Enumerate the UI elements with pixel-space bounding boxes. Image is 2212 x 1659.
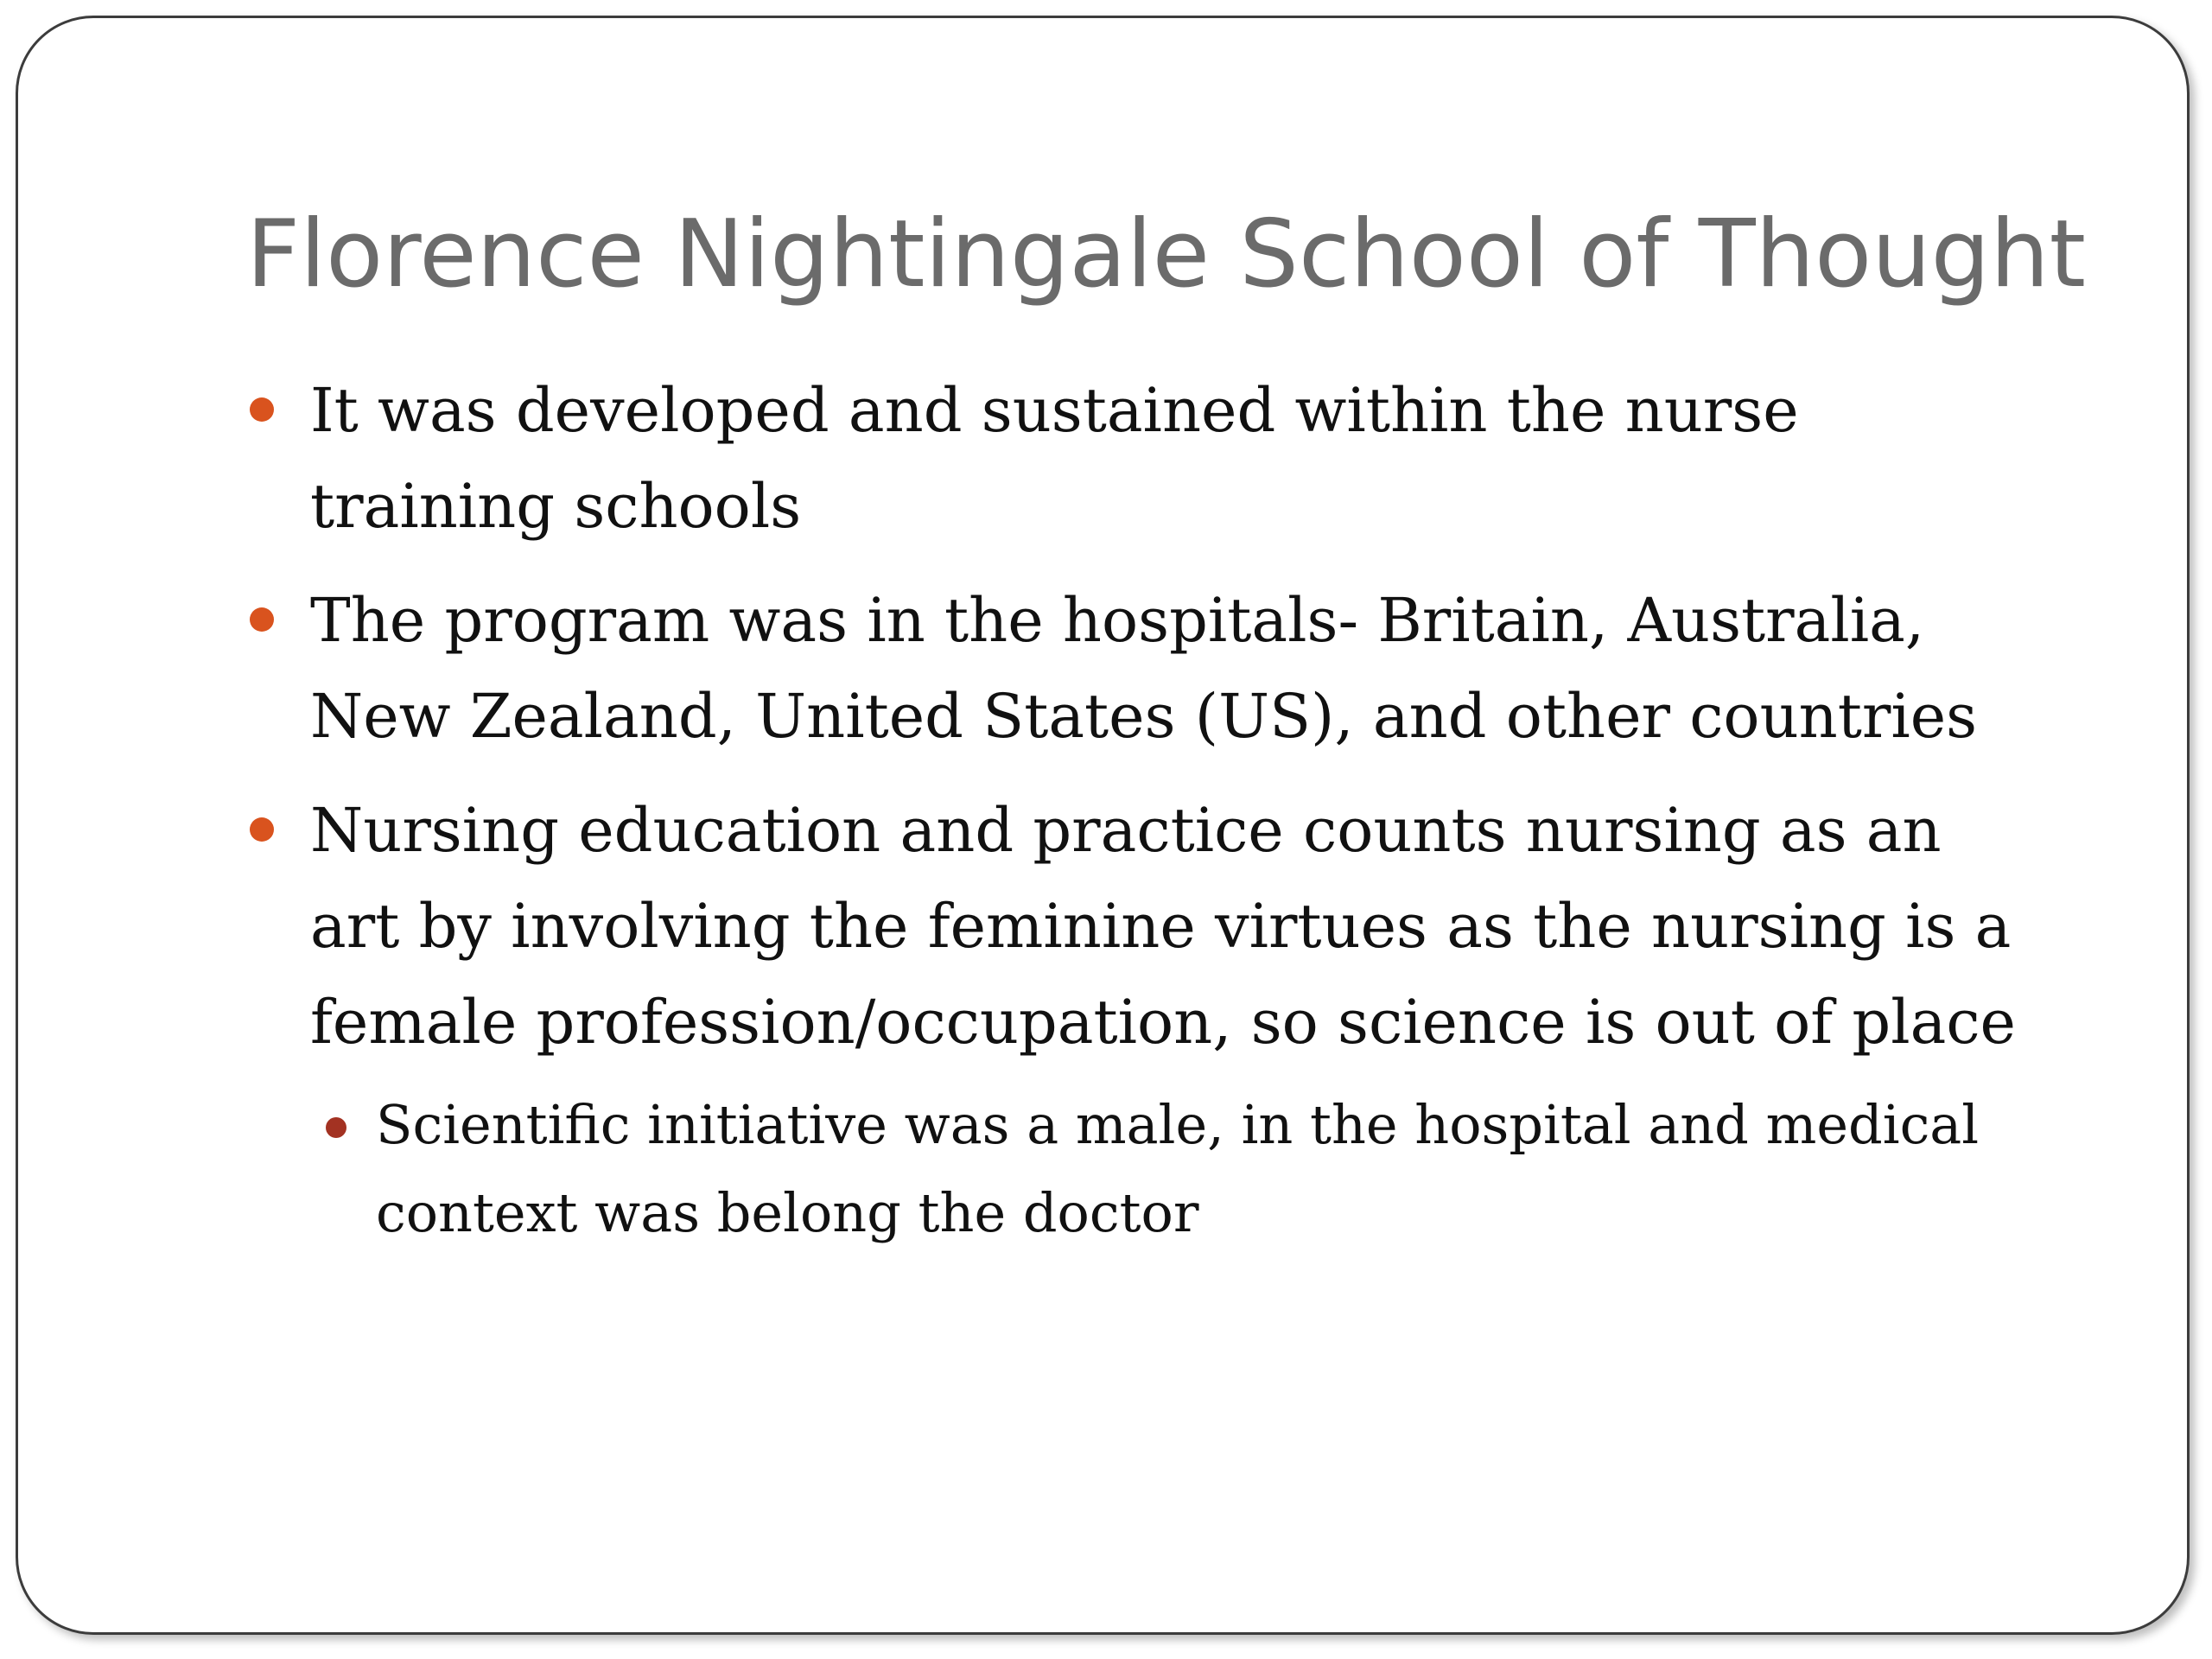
bullet-dot-icon [250,607,274,632]
bullet-text: The program was in the hospitals- Britain, Australia, New Zealand, United States (US), and other countries [310,585,1978,752]
sub-bullet-item-1 [310,1081,2044,1257]
bullet-list [246,363,2044,1275]
sub-bullet-text: Scientific initiative was a male, in the hospital and medical context was belong the doctor [376,1093,1980,1244]
bullet-dot-icon [250,817,274,842]
sub-bullet-list [310,1081,2044,1257]
bullet-item-3 [246,783,2044,1257]
sub-bullet-dot-icon [326,1117,346,1138]
bullet-item-1 [246,363,2044,555]
bullet-dot-icon [250,397,274,422]
bullet-text: Nursing education and practice counts nursing as an art by involving the feminine virtues as the nursing is a female profession/occupation, so science is out of place [310,795,2016,1058]
bullet-item-2 [246,573,2044,765]
slide-title: Florence Nightingale School of Thought [246,200,2086,308]
bullet-text: It was developed and sustained within the nurse training schools [310,375,1799,542]
